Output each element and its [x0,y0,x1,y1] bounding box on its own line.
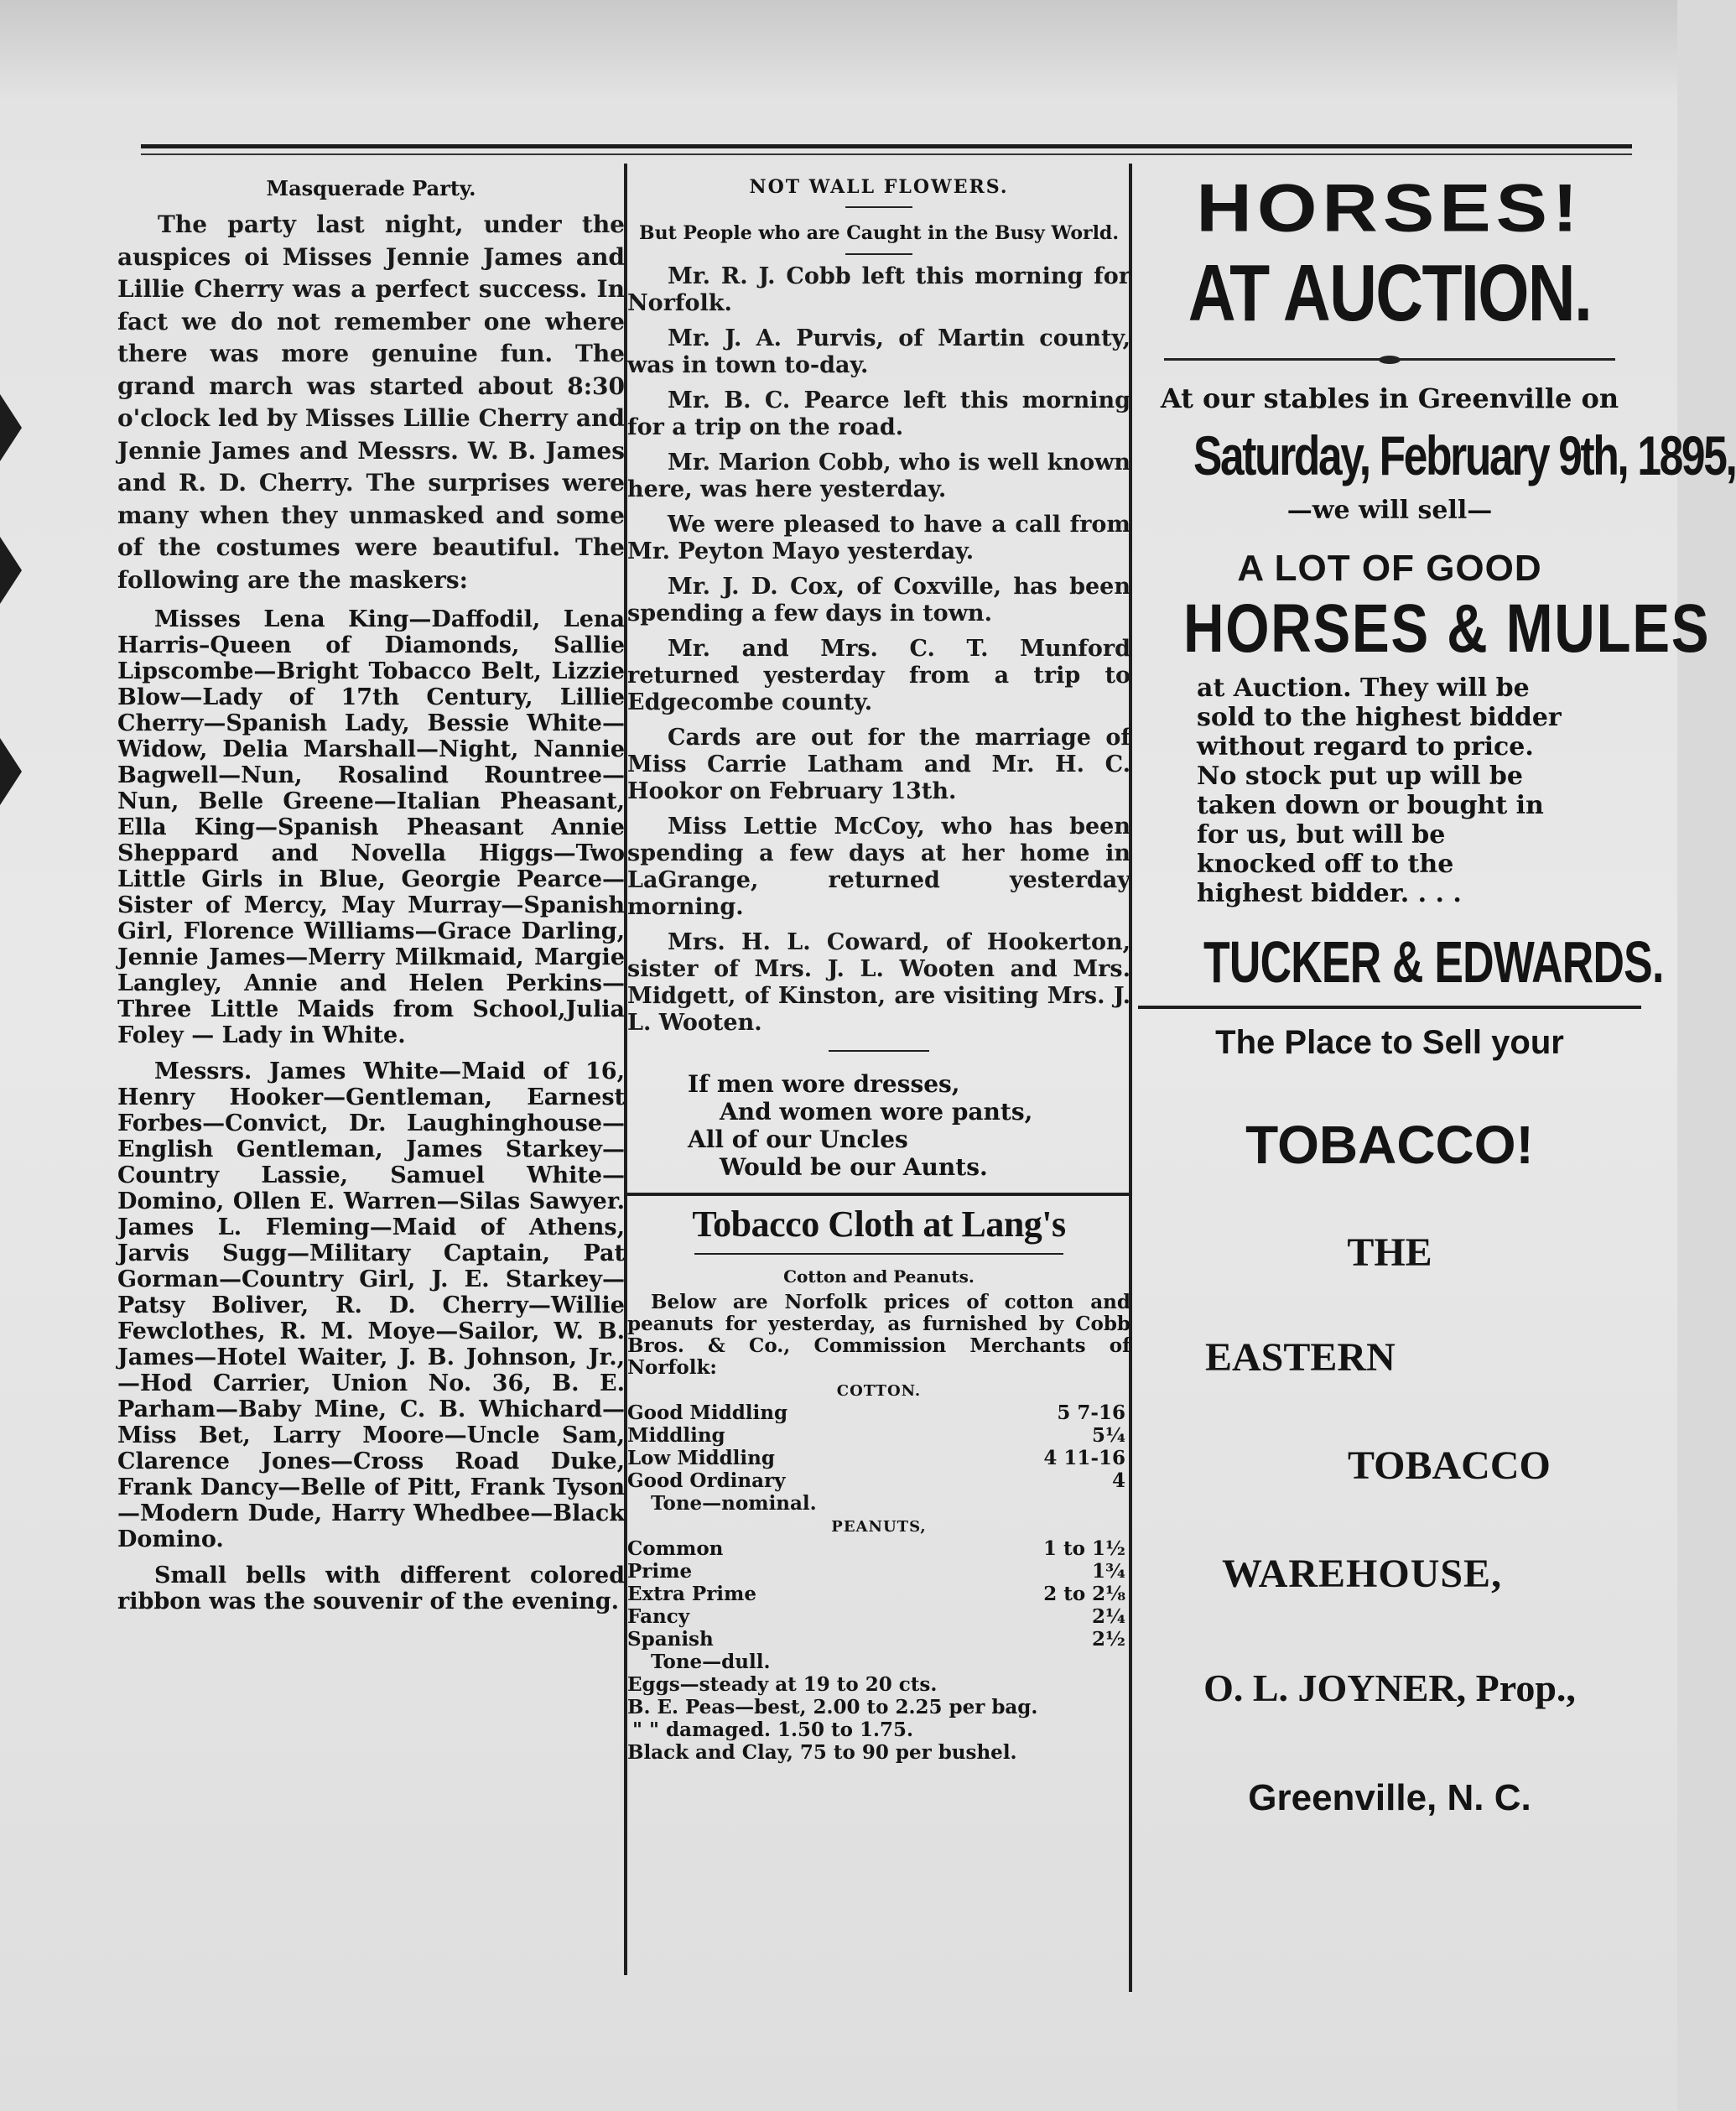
grade-label: Extra Prime [627,1583,757,1605]
price-value: 2 to 2⅛ [1043,1583,1125,1605]
peanuts-tone: Tone—dull. [651,1651,771,1673]
peas-line: B. E. Peas—best, 2.00 to 2.25 per bag. [627,1696,1038,1718]
the-line: THE [1347,1230,1432,1275]
divider [627,1193,1130,1196]
cotton-label: COTTON. [836,1382,922,1400]
personals-headline: NOT WALL FLOWERS. [749,176,1009,198]
personal-item: Mr. B. C. Pearce left this morning for a trip on the road. [627,387,1130,440]
tobacco-line: TOBACCO [1348,1443,1551,1488]
grade-label: Common [627,1537,724,1560]
personal-item: Mr. and Mrs. C. T. Munford returned yesterday from a trip to Edgecombe county. [627,636,1130,715]
cotton-table [627,1401,1130,1492]
warehouse-line: WAREHOUSE, [1222,1552,1503,1596]
advertisement-column [1138,168,1736,1819]
price-row [627,1424,1130,1447]
auction-title: AT AUCTION. [1188,248,1592,338]
masquerade-intro: The party last night, under the auspices oi Misses Jennie James and Lillie Cherry was a perfect success. In fact we do not remember one where there was more genuine fun. The grand march was started about 8:30 o'clock led by Misses Lillie Cherry and Jennie James and Messrs. W. B. James and R. D. Cherry. The surprises were many when they unmasked and some of the costumes were beautiful. The following are the maskers: [117,211,625,594]
personals-list [627,263,1130,1037]
price-row [627,1401,1130,1424]
grade-label: Middling [627,1424,725,1447]
grade-label: Fancy [627,1605,690,1628]
auction-date: Saturday, February 9th, 1895, [1193,424,1736,486]
peas-line: " " damaged. 1.50 to 1.75. [632,1718,914,1741]
price-row [627,1583,1130,1605]
divider [694,1253,1063,1255]
edge-mark [0,537,22,604]
peas-line: Black and Clay, 75 to 90 per bushel. [627,1741,1017,1764]
personals-column [627,168,1130,1764]
poem-line: All of our Uncles [688,1126,908,1153]
horses-mules-title: HORSES & MULES [1183,590,1711,667]
poem-line: If men wore dresses, [688,1070,960,1098]
personal-item: We were pleased to have a call from Mr. Peyton Mayo yesterday. [627,512,1130,564]
short-rule [845,206,912,208]
grade-label: Good Middling [627,1401,788,1424]
price-row [627,1560,1130,1583]
masquerade-column [117,168,625,1614]
will-sell-line: —we will sell— [1286,496,1493,525]
personal-item: Mr. J. A. Purvis, of Martin county, was in town to-day. [627,325,1130,378]
grade-label: Spanish [627,1628,714,1651]
price-row [627,1628,1130,1651]
divider [1138,1006,1641,1009]
personal-item: Miss Lettie McCoy, who has been spending a few days at her home in LaGrange, returned yesterday morning. [627,814,1130,920]
grade-label: Prime [627,1560,693,1583]
price-value: 1¾ [1092,1560,1125,1583]
personal-item: Mr. J. D. Cox, of Coxville, has been spending a few days in town. [627,574,1130,627]
misses-list: Misses Lena King—Daffodil, Lena Harris–Queen of Diamonds, Sallie Lipscombe—Bright Tobacco Belt, Lizzie Blow—Lady of 17th Century, Lillie Cherry—Spanish Lady, Bessie White—Widow, Delia Marshall—Night, Nannie Bagwell—Nun, Rosalind Rountree—Nun, Belle Greene—Italian Pheasant, Ella King—Spanish Pheasant Annie Sheppard and Novella Higgs—Two Little Girls in Blue, Georgie Pearce—Sister of Mercy, May Murray—Spanish Girl, Florence Williams—Grace Darling, Jennie James—Merry Milkmaid, Margie Langley, Annie and Helen Perkins—Three Little Maids from School,Julia Foley — Lady in White. [117,606,625,1048]
horses-title: HORSES! [1196,170,1583,246]
price-row [627,1605,1130,1628]
messrs-list: Messrs. James White—Maid of 16, Henry Hooker—Gentleman, Earnest Forbes—Convict, Dr. Laughinghouse—English Gentleman, James Starkey—Country Lassie, Samuel White—Domino, Ollen E. Warren—Silas Sawyer. James L. Fleming—Maid of Athens, Jarvis Sugg—Military Captain, Pat Gorman—Country Girl, J. E. Starkey—Patsy Boliver, R. D. Cherry—Willie Fewclothes, R. M. Moye—Sailor, W. B. James—Hotel Waiter, J. B. Johnson, Jr., —Hod Carrier, Union No. 36, B. E. Parham—Baby Mine, C. B. Whichard—Miss Bet, Larry Moore—Uncle Sam, Clarence Jones—Cross Road Duke, Frank Dancy—Belle of Pitt, Frank Tyson—Modern Dude, Harry Whedbee—Black Domino. [117,1058,625,1552]
top-rule [141,144,1632,148]
price-row [627,1537,1130,1560]
firm-name: TUCKER & EDWARDS. [1203,929,1664,995]
personal-item: Cards are out for the marriage of Miss Carrie Latham and Mr. H. C. Hookor on February 13th. [627,725,1130,804]
proprietor-line: O. L. JOYNER, Prop., [1203,1666,1576,1709]
eggs-line: Eggs—steady at 19 to 20 cts. [627,1673,938,1696]
personal-item: Mr. Marion Cobb, who is well known here, was here yesterday. [627,450,1130,502]
price-value: 2¼ [1092,1605,1125,1628]
peanuts-table [627,1537,1130,1651]
price-value: 4 11-16 [1043,1447,1125,1469]
poem-line: Would be our Aunts. [720,1153,988,1181]
price-value: 5¼ [1092,1424,1125,1447]
personal-item: Mrs. H. L. Coward, of Hookerton, sister of Mrs. J. L. Wooten and Mrs. Midgett, of Kinston, are visiting Mrs. J. L. Wooten. [627,929,1130,1036]
short-rule [845,253,912,255]
city-line: Greenville, N. C. [1248,1777,1531,1818]
edge-mark [0,394,22,461]
poem-line: And women wore pants, [720,1098,1033,1126]
top-rule-thin [141,153,1632,155]
price-value: 1 to 1½ [1043,1537,1125,1560]
tobacco-title: TOBACCO! [1245,1115,1534,1175]
price-row [627,1447,1130,1469]
price-row [627,1469,1130,1492]
masquerade-closing: Small bells with different colored ribbon was the souvenir of the evening. [117,1562,625,1614]
personals-subhead: But People who are Caught in the Busy World. [639,222,1119,244]
short-rule [829,1050,929,1052]
masquerade-headline: Masquerade Party. [266,176,476,200]
auction-terms: at Auction. They will be sold to the highest bidder without regard to price. No stock put up will be taken down or bought in for us, but will be knocked off to the highest bidder. . . . [1197,673,1562,908]
stables-line: At our stables in Greenville on [1160,382,1619,414]
cotton-intro: Below are Norfolk prices of cotton and peanuts for yesterday, as furnished by Cobb Bros. & Co., Commission Merchants of Norfolk: [627,1291,1130,1379]
grade-label: Good Ordinary [627,1469,786,1492]
cotton-tone: Tone—nominal. [651,1492,817,1515]
place-line: The Place to Sell your [1215,1024,1564,1061]
personal-item: Mr. R. J. Cobb left this morning for Norfolk. [627,263,1130,316]
edge-mark [0,738,22,805]
grade-label: Low Middling [627,1447,775,1469]
lot-line: A LOT OF GOOD [1237,548,1542,589]
price-value: 2½ [1092,1628,1125,1651]
eastern-line: EASTERN [1205,1335,1396,1380]
ornament-divider [1138,344,1641,372]
langs-ad: Tobacco Cloth at Lang's [692,1204,1066,1245]
cotton-headline: Cotton and Peanuts. [783,1266,975,1287]
price-value: 4 [1111,1469,1125,1492]
price-value: 5 7-16 [1057,1401,1125,1424]
poem [688,1070,1130,1181]
peanuts-label: PEANUTS, [831,1518,927,1536]
